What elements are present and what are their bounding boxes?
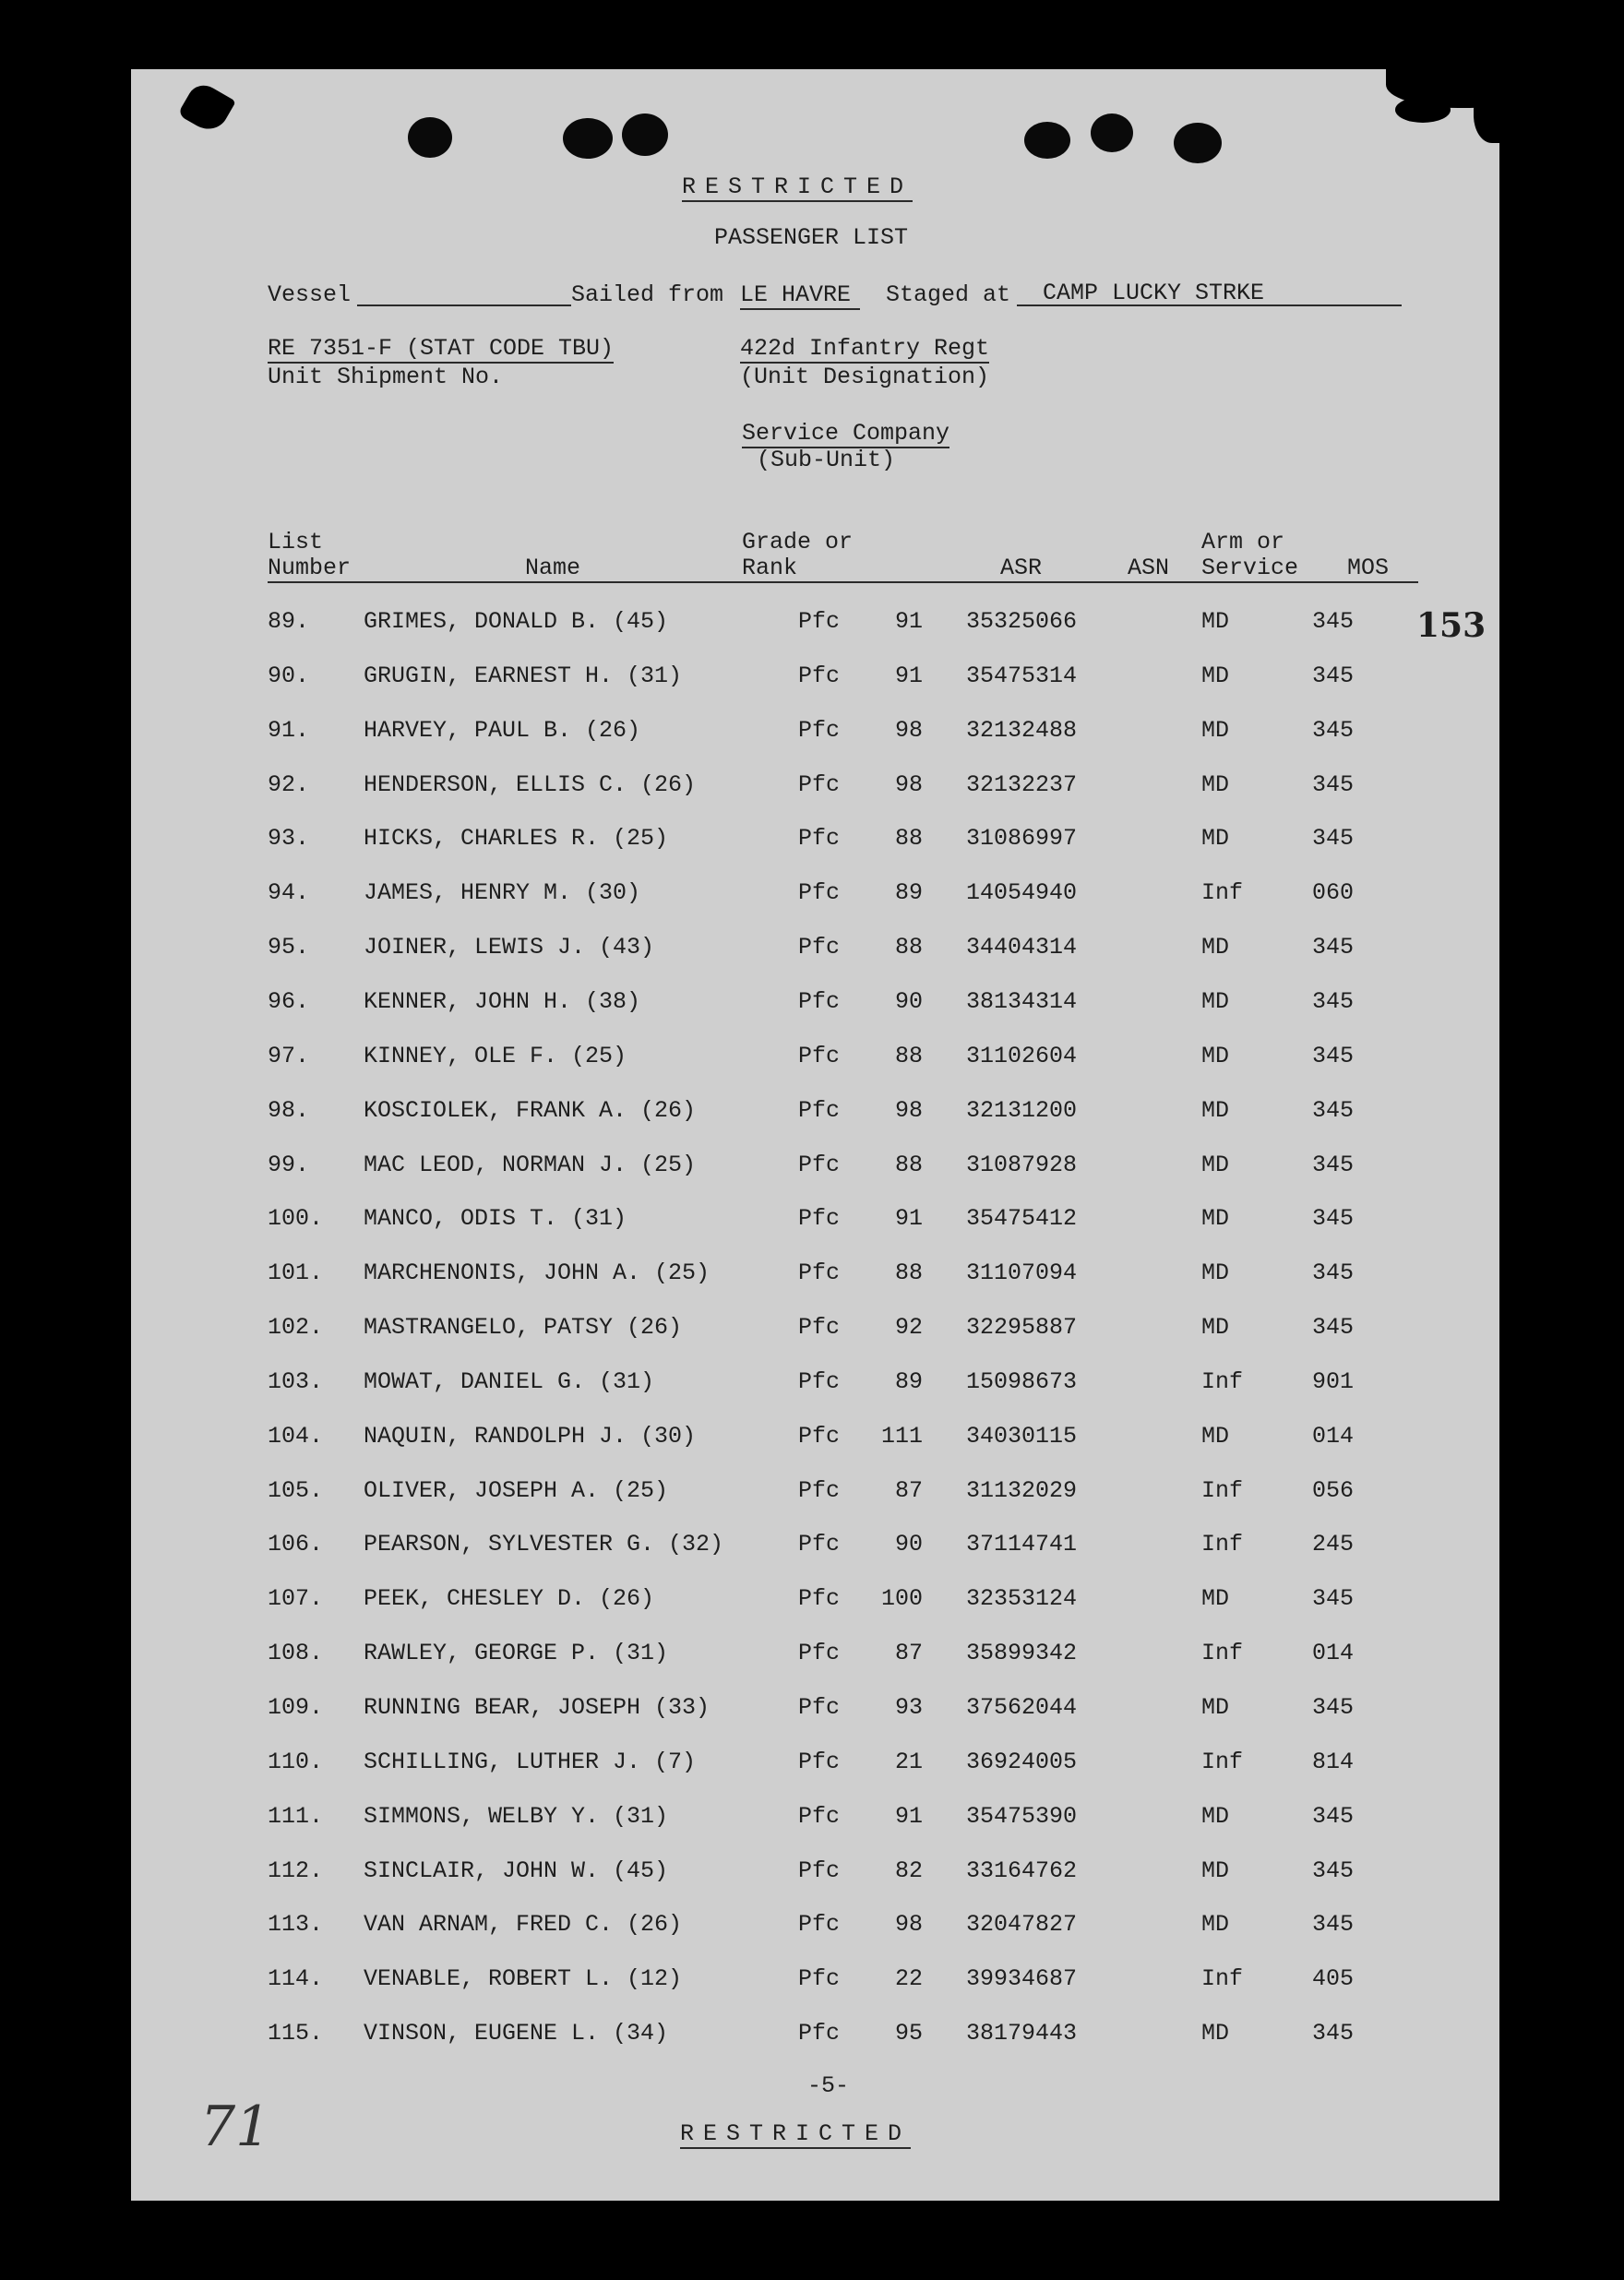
cell-arm: MD <box>1201 1911 1230 1938</box>
cell-name: HARVEY, PAUL B. (26) <box>364 717 641 744</box>
cell-mos: 345 <box>1312 1152 1355 1178</box>
cell-grade: Pfc <box>798 1043 841 1069</box>
cell-name: NAQUIN, RANDOLPH J. (30) <box>364 1423 697 1450</box>
cell-asr: 22 <box>894 1965 923 1992</box>
table-row <box>131 1419 1499 1456</box>
cell-asr: 21 <box>894 1749 923 1775</box>
cell-asn: 34404314 <box>966 934 1078 961</box>
cell-asr: 88 <box>894 825 923 852</box>
cell-grade: Pfc <box>798 1694 841 1721</box>
cell-name: MAC LEOD, NORMAN J. (25) <box>364 1152 697 1178</box>
page-stamp: 153 <box>1416 606 1487 645</box>
sub-unit-label: (Sub-Unit) <box>757 447 896 473</box>
cell-num: 105. <box>268 1477 324 1504</box>
cell-asn: 31086997 <box>966 825 1078 852</box>
vessel-label: Vessel <box>268 281 352 308</box>
table-row <box>131 768 1499 805</box>
cell-mos: 345 <box>1312 1314 1355 1341</box>
cell-asn: 38179443 <box>966 2020 1078 2047</box>
cell-mos: 345 <box>1312 717 1355 744</box>
col-name: Name <box>525 555 581 581</box>
table-row <box>131 1799 1499 1836</box>
cell-mos: 345 <box>1312 2020 1355 2047</box>
cell-arm: MD <box>1201 1857 1230 1884</box>
table-row <box>131 1256 1499 1293</box>
table-row <box>131 821 1499 858</box>
cell-asr: 88 <box>894 1043 923 1069</box>
cell-num: 108. <box>268 1640 324 1666</box>
table-row <box>131 1636 1499 1673</box>
cell-grade: Pfc <box>798 1857 841 1884</box>
cell-asn: 35475314 <box>966 663 1078 689</box>
cell-name: VINSON, EUGENE L. (34) <box>364 2020 669 2047</box>
cell-grade: Pfc <box>798 1585 841 1612</box>
cell-num: 91. <box>268 717 310 744</box>
cell-grade: Pfc <box>798 1152 841 1178</box>
cell-mos: 345 <box>1312 934 1355 961</box>
cell-num: 110. <box>268 1749 324 1775</box>
cell-asn: 15098673 <box>966 1368 1078 1395</box>
col-grade-1: Grade or <box>742 529 854 555</box>
cell-num: 94. <box>268 879 310 906</box>
cell-asr: 91 <box>894 663 923 689</box>
cell-arm: MD <box>1201 1043 1230 1069</box>
table-row <box>131 1854 1499 1891</box>
cell-num: 111. <box>268 1803 324 1830</box>
cell-mos: 345 <box>1312 1911 1355 1938</box>
unit-shipment-label: Unit Shipment No. <box>268 364 504 390</box>
cell-grade: Pfc <box>798 1314 841 1341</box>
col-arm-1: Arm or <box>1201 529 1285 555</box>
cell-arm: MD <box>1201 1259 1230 1286</box>
cell-asn: 32353124 <box>966 1585 1078 1612</box>
cell-num: 112. <box>268 1857 324 1884</box>
cell-mos: 014 <box>1312 1640 1355 1666</box>
cell-mos: 345 <box>1312 825 1355 852</box>
cell-grade: Pfc <box>798 1965 841 1992</box>
cell-arm: MD <box>1201 2020 1230 2047</box>
cell-asr: 87 <box>894 1477 923 1504</box>
cell-num: 92. <box>268 771 310 798</box>
cell-mos: 345 <box>1312 1043 1355 1069</box>
table-row <box>131 1690 1499 1727</box>
col-arm-2: Service <box>1201 555 1299 581</box>
cell-asr: 88 <box>894 1259 923 1286</box>
cell-asn: 32131200 <box>966 1097 1078 1124</box>
cell-grade: Pfc <box>798 717 841 744</box>
cell-mos: 345 <box>1312 608 1355 635</box>
cell-grade: Pfc <box>798 1423 841 1450</box>
cell-arm: MD <box>1201 1314 1230 1341</box>
cell-asn: 33164762 <box>966 1857 1078 1884</box>
cell-asr: 100 <box>880 1585 923 1612</box>
cell-asn: 32132488 <box>966 717 1078 744</box>
col-grade-2: Rank <box>742 555 798 581</box>
cell-grade: Pfc <box>798 608 841 635</box>
col-list-number-2: Number <box>268 555 352 581</box>
cell-arm: MD <box>1201 1803 1230 1830</box>
cell-name: GRUGIN, EARNEST H. (31) <box>364 663 683 689</box>
staged-at-label: Staged at <box>886 281 1011 308</box>
cell-asn: 34030115 <box>966 1423 1078 1450</box>
cell-grade: Pfc <box>798 1749 841 1775</box>
cell-num: 109. <box>268 1694 324 1721</box>
unit-designation-label: (Unit Designation) <box>740 364 990 390</box>
cell-name: RAWLEY, GEORGE P. (31) <box>364 1640 669 1666</box>
table-row <box>131 1310 1499 1347</box>
cell-num: 98. <box>268 1097 310 1124</box>
cell-asn: 32295887 <box>966 1314 1078 1341</box>
table-row <box>131 985 1499 1021</box>
punch-hole <box>1024 122 1070 159</box>
cell-name: OLIVER, JOSEPH A. (25) <box>364 1477 669 1504</box>
cell-asr: 98 <box>894 717 923 744</box>
cell-arm: MD <box>1201 1152 1230 1178</box>
cell-num: 103. <box>268 1368 324 1395</box>
cell-num: 106. <box>268 1531 324 1558</box>
cell-asn: 35325066 <box>966 608 1078 635</box>
cell-name: GRIMES, DONALD B. (45) <box>364 608 669 635</box>
cell-asr: 91 <box>894 1803 923 1830</box>
cell-grade: Pfc <box>798 1911 841 1938</box>
cell-grade: Pfc <box>798 663 841 689</box>
table-row <box>131 1907 1499 1944</box>
table-row <box>131 713 1499 750</box>
cell-name: SCHILLING, LUTHER J. (7) <box>364 1749 697 1775</box>
cell-asr: 89 <box>894 879 923 906</box>
punch-hole <box>1174 123 1222 163</box>
cell-asr: 82 <box>894 1857 923 1884</box>
torn-edge <box>1474 88 1499 143</box>
page-number: -5- <box>807 2072 850 2099</box>
cell-name: SIMMONS, WELBY Y. (31) <box>364 1803 669 1830</box>
table-row <box>131 1093 1499 1130</box>
table-row <box>131 876 1499 913</box>
cell-name: KINNEY, OLE F. (25) <box>364 1043 627 1069</box>
cell-num: 93. <box>268 825 310 852</box>
cell-name: KOSCIOLEK, FRANK A. (26) <box>364 1097 697 1124</box>
cell-arm: MD <box>1201 608 1230 635</box>
cell-mos: 345 <box>1312 1694 1355 1721</box>
cell-arm: MD <box>1201 825 1230 852</box>
cell-num: 114. <box>268 1965 324 1992</box>
cell-name: JAMES, HENRY M. (30) <box>364 879 641 906</box>
table-row <box>131 1745 1499 1782</box>
table-row <box>131 1582 1499 1618</box>
cell-asr: 98 <box>894 1097 923 1124</box>
cell-grade: Pfc <box>798 1259 841 1286</box>
cell-arm: MD <box>1201 934 1230 961</box>
cell-mos: 345 <box>1312 1803 1355 1830</box>
cell-grade: Pfc <box>798 879 841 906</box>
cell-num: 90. <box>268 663 310 689</box>
cell-asr: 91 <box>894 1205 923 1232</box>
cell-asr: 92 <box>894 1314 923 1341</box>
cell-arm: MD <box>1201 717 1230 744</box>
table-row <box>131 1365 1499 1402</box>
cell-num: 102. <box>268 1314 324 1341</box>
punch-hole <box>622 113 668 156</box>
cell-mos: 056 <box>1312 1477 1355 1504</box>
cell-name: RUNNING BEAR, JOSEPH (33) <box>364 1694 710 1721</box>
cell-asr: 95 <box>894 2020 923 2047</box>
cell-arm: Inf <box>1201 1749 1244 1775</box>
cell-num: 101. <box>268 1259 324 1286</box>
cell-asn: 31132029 <box>966 1477 1078 1504</box>
cell-asn: 32047827 <box>966 1911 1078 1938</box>
cell-mos: 345 <box>1312 1259 1355 1286</box>
cell-name: PEEK, CHESLEY D. (26) <box>364 1585 655 1612</box>
cell-name: MANCO, ODIS T. (31) <box>364 1205 627 1232</box>
sailed-from-value: LE HAVRE <box>740 283 860 310</box>
punch-hole <box>563 118 613 159</box>
cell-asr: 87 <box>894 1640 923 1666</box>
col-asr: ASR <box>1000 555 1043 581</box>
table-row <box>131 1148 1499 1185</box>
cell-mos: 014 <box>1312 1423 1355 1450</box>
cell-asn: 31087928 <box>966 1152 1078 1178</box>
table-row <box>131 1039 1499 1076</box>
cell-asn: 35899342 <box>966 1640 1078 1666</box>
cell-arm: MD <box>1201 771 1230 798</box>
cell-name: MARCHENONIS, JOHN A. (25) <box>364 1259 710 1286</box>
cell-asr: 90 <box>894 988 923 1015</box>
cell-mos: 245 <box>1312 1531 1355 1558</box>
cell-asr: 98 <box>894 1911 923 1938</box>
col-mos: MOS <box>1347 555 1390 581</box>
table-row <box>131 930 1499 967</box>
cell-asr: 88 <box>894 1152 923 1178</box>
cell-mos: 345 <box>1312 988 1355 1015</box>
col-asn: ASN <box>1128 555 1170 581</box>
cell-num: 99. <box>268 1152 310 1178</box>
table-row <box>131 1527 1499 1564</box>
cell-mos: 901 <box>1312 1368 1355 1395</box>
cell-asr: 88 <box>894 934 923 961</box>
cell-name: KENNER, JOHN H. (38) <box>364 988 641 1015</box>
cell-arm: Inf <box>1201 1477 1244 1504</box>
header-rule <box>268 581 1418 583</box>
cell-grade: Pfc <box>798 1640 841 1666</box>
cell-num: 95. <box>268 934 310 961</box>
cell-asr: 91 <box>894 608 923 635</box>
cell-asr: 90 <box>894 1531 923 1558</box>
cell-name: PEARSON, SYLVESTER G. (32) <box>364 1531 724 1558</box>
cell-num: 97. <box>268 1043 310 1069</box>
unit-designation: 422d Infantry Regt <box>740 335 990 362</box>
cell-mos: 345 <box>1312 1097 1355 1124</box>
cell-asn: 14054940 <box>966 879 1078 906</box>
staged-at-value: CAMP LUCKY STRKE <box>1043 280 1265 306</box>
restricted-footer: RESTRICTED <box>680 2120 912 2147</box>
cell-asn: 31107094 <box>966 1259 1078 1286</box>
vessel-blank <box>357 304 571 306</box>
cell-mos: 345 <box>1312 1205 1355 1232</box>
document-title: PASSENGER LIST <box>714 224 909 251</box>
restricted-header: RESTRICTED <box>682 173 914 200</box>
cell-mos: 345 <box>1312 1585 1355 1612</box>
sailed-from-label: Sailed from <box>571 281 724 308</box>
cell-arm: Inf <box>1201 1368 1244 1395</box>
cell-arm: Inf <box>1201 1965 1244 1992</box>
cell-num: 100. <box>268 1205 324 1232</box>
cell-grade: Pfc <box>798 1097 841 1124</box>
document-page <box>131 69 1499 2201</box>
handwritten-number: 71 <box>200 2095 271 2159</box>
cell-mos: 345 <box>1312 1857 1355 1884</box>
cell-asn: 38134314 <box>966 988 1078 1015</box>
cell-asn: 32132237 <box>966 771 1078 798</box>
cell-mos: 345 <box>1312 663 1355 689</box>
cell-name: SINCLAIR, JOHN W. (45) <box>364 1857 669 1884</box>
cell-name: JOINER, LEWIS J. (43) <box>364 934 655 961</box>
cell-num: 107. <box>268 1585 324 1612</box>
cell-arm: Inf <box>1201 1531 1244 1558</box>
cell-asn: 31102604 <box>966 1043 1078 1069</box>
cell-arm: MD <box>1201 1694 1230 1721</box>
cell-arm: MD <box>1201 1097 1230 1124</box>
cell-asn: 35475390 <box>966 1803 1078 1830</box>
cell-arm: Inf <box>1201 879 1244 906</box>
cell-asn: 37562044 <box>966 1694 1078 1721</box>
table-row <box>131 2016 1499 2053</box>
table-row <box>131 1201 1499 1238</box>
cell-name: MASTRANGELO, PATSY (26) <box>364 1314 683 1341</box>
cell-name: MOWAT, DANIEL G. (31) <box>364 1368 655 1395</box>
cell-arm: MD <box>1201 1205 1230 1232</box>
cell-grade: Pfc <box>798 2020 841 2047</box>
cell-grade: Pfc <box>798 771 841 798</box>
torn-edge <box>1395 97 1451 123</box>
cell-asr: 98 <box>894 771 923 798</box>
cell-num: 115. <box>268 2020 324 2047</box>
cell-grade: Pfc <box>798 1205 841 1232</box>
cell-grade: Pfc <box>798 1368 841 1395</box>
cell-grade: Pfc <box>798 1803 841 1830</box>
table-row <box>131 1962 1499 1999</box>
punch-hole <box>408 117 452 158</box>
cell-arm: Inf <box>1201 1640 1244 1666</box>
cell-asr: 111 <box>880 1423 923 1450</box>
table-row <box>131 659 1499 696</box>
cell-arm: MD <box>1201 663 1230 689</box>
cell-num: 89. <box>268 608 310 635</box>
cell-arm: MD <box>1201 1585 1230 1612</box>
cell-asn: 35475412 <box>966 1205 1078 1232</box>
cell-arm: MD <box>1201 988 1230 1015</box>
cell-mos: 405 <box>1312 1965 1355 1992</box>
table-row <box>131 1474 1499 1510</box>
cell-name: HICKS, CHARLES R. (25) <box>364 825 669 852</box>
sub-unit: Service Company <box>742 420 950 447</box>
cell-asr: 89 <box>894 1368 923 1395</box>
cell-asn: 36924005 <box>966 1749 1078 1775</box>
table-row <box>131 604 1499 645</box>
cell-grade: Pfc <box>798 1531 841 1558</box>
cell-asr: 93 <box>894 1694 923 1721</box>
cell-asn: 39934687 <box>966 1965 1078 1992</box>
cell-grade: Pfc <box>798 934 841 961</box>
cell-name: VENABLE, ROBERT L. (12) <box>364 1965 683 1992</box>
col-list-number-1: List <box>268 529 324 555</box>
cell-mos: 060 <box>1312 879 1355 906</box>
cell-grade: Pfc <box>798 1477 841 1504</box>
cell-grade: Pfc <box>798 988 841 1015</box>
cell-num: 113. <box>268 1911 324 1938</box>
cell-mos: 345 <box>1312 771 1355 798</box>
unit-shipment-number: RE 7351-F (STAT CODE TBU) <box>268 335 615 362</box>
cell-mos: 814 <box>1312 1749 1355 1775</box>
cell-grade: Pfc <box>798 825 841 852</box>
cell-asn: 37114741 <box>966 1531 1078 1558</box>
cell-name: HENDERSON, ELLIS C. (26) <box>364 771 697 798</box>
cell-num: 96. <box>268 988 310 1015</box>
cell-num: 104. <box>268 1423 324 1450</box>
punch-hole <box>1091 113 1133 152</box>
cell-arm: MD <box>1201 1423 1230 1450</box>
torn-corner <box>177 79 236 137</box>
cell-name: VAN ARNAM, FRED C. (26) <box>364 1911 683 1938</box>
